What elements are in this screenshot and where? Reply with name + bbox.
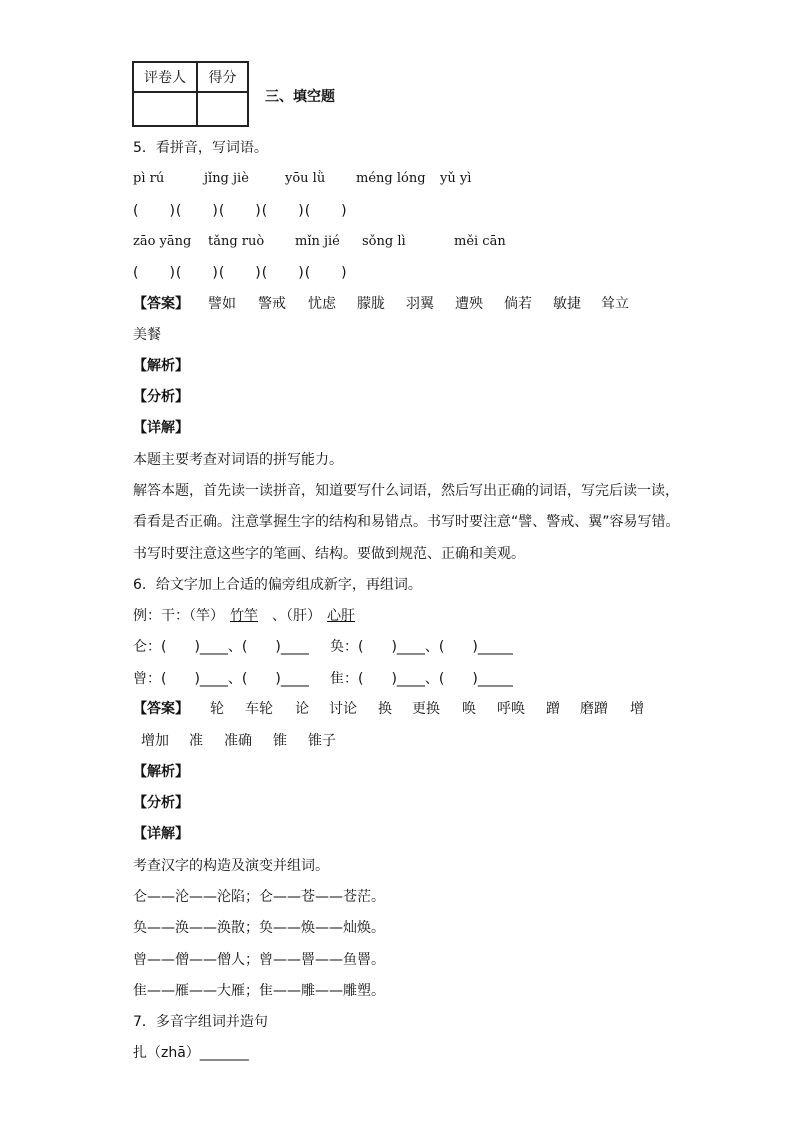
- q5-detail-line-3: 看看是否正确。注意掌握生字的结构和易错点。书写时要注意“譬、警戒、翼”容易写错。: [133, 514, 680, 530]
- q5-answer-5: 羽翼: [406, 296, 434, 312]
- q6-answer-2: 车轮: [245, 701, 273, 717]
- section-title: 三、填空题: [265, 89, 335, 105]
- q6-example-word2: 心肝: [327, 608, 355, 624]
- q5-pinyin-5: yǔ yì: [440, 171, 472, 186]
- q5-answer-6: 遭殃: [455, 296, 483, 312]
- grader-table: [132, 61, 249, 127]
- q5-answer-4: 朦胧: [357, 296, 385, 312]
- q6-answer-6: 更换: [412, 701, 440, 717]
- q5-answer-7: 倘若: [504, 296, 532, 312]
- q6-detail-line-5: 隹——雁——大雁；隹——雕——雕塑。: [133, 983, 385, 999]
- q6-detail-line-4: 曾——僧——僧人；曾——罾——鱼罾。: [133, 952, 385, 968]
- q6-row1-right[interactable]: 奂：( )____、( )_____: [330, 639, 513, 655]
- q5-pinyin-6: zāo yāng: [133, 234, 192, 249]
- q5-detail-line-4: 书写时要注意这些字的笔画、结构。要做到规范、正确和美观。: [133, 546, 525, 562]
- q6-analysis-label: 【解析】: [133, 764, 189, 780]
- q6-detail-line-2: 仑——沦——沦陷；仑——苍——苍茫。: [133, 889, 385, 905]
- q6-answer-7: 唤: [462, 701, 476, 717]
- q6-answer-label: 【答案】: [133, 701, 189, 717]
- q6-answer-9: 蹭: [546, 701, 560, 717]
- q6-answer-16: 锥子: [308, 733, 336, 749]
- q6-row2-right[interactable]: 隹：( )____、( )_____: [330, 671, 513, 687]
- q5-analysis-label: 【解析】: [133, 358, 189, 374]
- q6-answer-8: 呼唤: [497, 701, 525, 717]
- q6-answer-11: 增: [630, 701, 644, 717]
- q6-answer-12: 增加: [141, 733, 169, 749]
- q5-detail-label: 【详解】: [133, 420, 189, 436]
- q6-row1-left[interactable]: 仑：( )____、( )____: [133, 639, 309, 655]
- q6-row2-left[interactable]: 曾：( )____、( )____: [133, 671, 309, 687]
- q6-answer-15: 锥: [273, 733, 287, 749]
- q5-pinyin-2: jǐng jiè: [204, 171, 249, 186]
- q5-title: 5．看拼音，写词语。: [133, 140, 268, 156]
- q5-answer-label: 【答案】: [133, 296, 189, 312]
- grader-cell-reviewer[interactable]: [133, 92, 197, 126]
- q6-answer-13: 准: [189, 733, 203, 749]
- q5-detail-line-2: 解答本题，首先读一读拼音，知道要写什么词语，然后写出正确的词语，写完后读一读，: [133, 483, 679, 499]
- q5-answer-1: 譬如: [208, 296, 236, 312]
- q5-pinyin-10: měi cān: [454, 234, 506, 249]
- q5-pinyin-1: pì rú: [133, 171, 165, 186]
- q5-answer-8: 敏捷: [553, 296, 581, 312]
- q7-line-1[interactable]: 扎（zhā）_______: [133, 1045, 249, 1061]
- q5-answer-2: 警戒: [258, 296, 286, 312]
- q5-pinyin-9: sǒng lì: [362, 234, 406, 249]
- q6-answer-4: 讨论: [329, 701, 357, 717]
- q5-pinyin-4: méng lóng: [356, 171, 426, 186]
- q7-title: 7．多音字组词并造句: [133, 1014, 268, 1030]
- q5-answer-10: 美餐: [133, 327, 161, 343]
- q6-answer-5: 换: [378, 701, 392, 717]
- grader-col-reviewer: 评卷人: [133, 62, 197, 92]
- q6-example-prefix: 例：干：（竿）: [133, 608, 224, 624]
- q6-detail-line-1: 考查汉字的构造及演变并组词。: [133, 858, 329, 874]
- q5-detail-line-1: 本题主要考查对词语的拼写能力。: [133, 452, 343, 468]
- q6-detail-line-3: 奂——涣——涣散；奂——焕——灿焕。: [133, 920, 385, 936]
- q6-answer-3: 论: [295, 701, 309, 717]
- q6-answer-1: 轮: [210, 701, 224, 717]
- grader-cell-score[interactable]: [197, 92, 248, 126]
- q6-title: 6．给文字加上合适的偏旁组成新字，再组词。: [133, 577, 422, 593]
- q5-pinyin-3: yōu lǜ: [285, 171, 326, 186]
- q5-pinyin-8: mǐn jié: [295, 234, 340, 249]
- q5-answer-3: 忧虑: [308, 296, 336, 312]
- q6-example-word1: 竹竿: [230, 608, 258, 624]
- q5-pinyin-7: tǎng ruò: [208, 234, 265, 249]
- q5-blanks-row2[interactable]: ( )( )( )( )( ): [133, 265, 348, 281]
- q6-answer-10: 磨蹭: [580, 701, 608, 717]
- q6-answer-14: 准确: [224, 733, 252, 749]
- q5-fenxi-label: 【分析】: [133, 389, 189, 405]
- q6-fenxi-label: 【分析】: [133, 795, 189, 811]
- q6-detail-label: 【详解】: [133, 826, 189, 842]
- grader-col-score: 得分: [197, 62, 248, 92]
- q5-blanks-row1[interactable]: ( )( )( )( )( ): [133, 203, 348, 219]
- q6-example: [133, 607, 369, 625]
- q6-example-mid: 、（肝）: [272, 608, 321, 624]
- q5-answer-9: 耸立: [601, 296, 629, 312]
